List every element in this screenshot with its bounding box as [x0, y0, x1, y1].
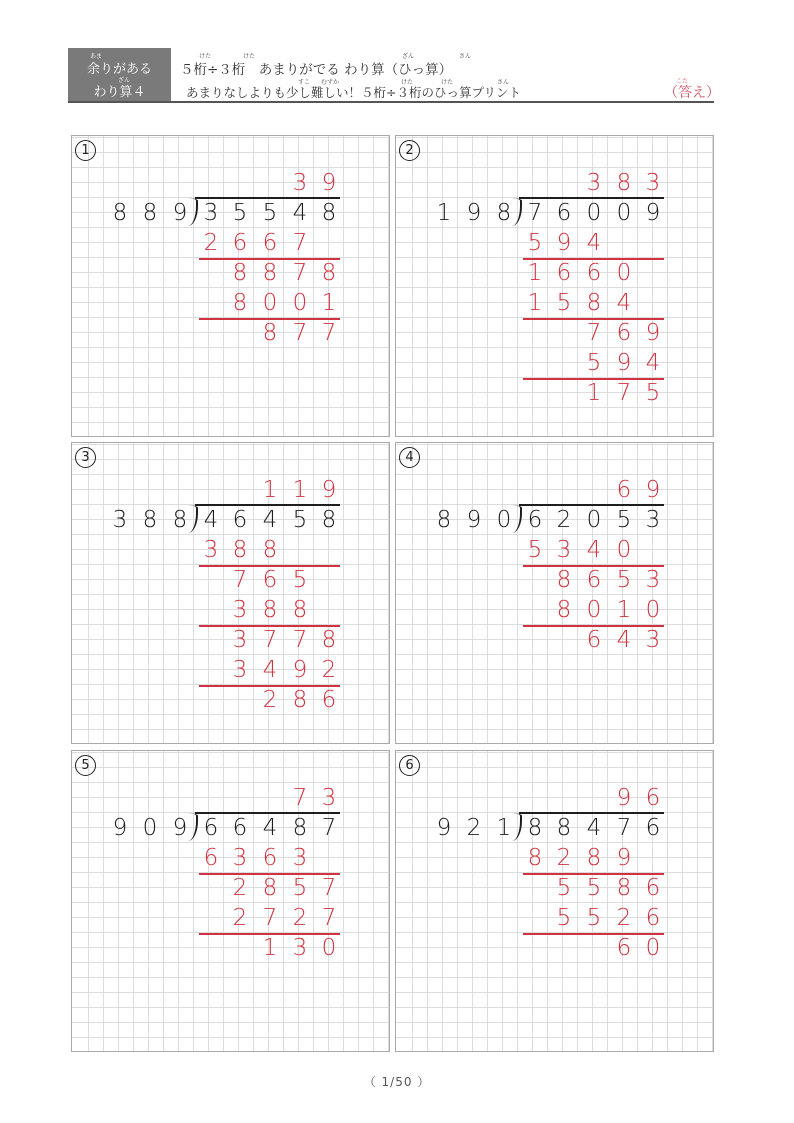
ruby-keta-3: けた	[401, 79, 414, 86]
step-3-digit: 7	[262, 905, 278, 931]
divisor-digit: 9	[466, 507, 482, 533]
ruby-zan-title: ざん	[402, 53, 415, 60]
step-1-digit: 4	[586, 537, 602, 563]
division-bracket	[512, 505, 522, 533]
dividend-digit: 5	[292, 507, 308, 533]
step-1-digit: 8	[586, 845, 602, 871]
step-1-digit: 3	[203, 537, 219, 563]
divisor-digit: 8	[142, 200, 158, 226]
dividend-digit: 2	[556, 507, 572, 533]
step-3-digit: 2	[616, 905, 632, 931]
dividend-digit: 3	[645, 507, 661, 533]
problem-number-icon: 5	[75, 755, 96, 776]
quotient-digit: 3	[645, 170, 661, 196]
problem-panel-5	[71, 750, 390, 1052]
step-4-digit: 6	[616, 320, 632, 346]
dividend-digit: 6	[203, 815, 219, 841]
dividend-digit: 6	[527, 507, 543, 533]
step-2-digit: 6	[645, 875, 661, 901]
step-3-digit: 1	[527, 290, 543, 316]
step-3-digit: 8	[292, 597, 308, 623]
ruby-san-sub: さん	[497, 79, 510, 86]
problem-panel-4	[395, 442, 714, 744]
step-6-digit: 5	[645, 380, 661, 406]
step-4-digit: 9	[645, 320, 661, 346]
step-5-digit: 5	[586, 350, 602, 376]
divisor-digit: 9	[112, 815, 128, 841]
divisor-digit: 9	[172, 815, 188, 841]
problem-panel-3	[71, 442, 390, 744]
quotient-digit: 6	[645, 785, 661, 811]
division-bracket	[512, 198, 522, 226]
ruby-ama: あま	[90, 53, 103, 60]
quotient-digit: 6	[616, 477, 632, 503]
division-bracket	[512, 813, 522, 841]
ruby-keta-4: けた	[441, 79, 454, 86]
dividend-digit: 8	[321, 507, 337, 533]
step-1-digit: 3	[232, 845, 248, 871]
dividend-digit: 7	[527, 200, 543, 226]
step-3-digit: 2	[232, 905, 248, 931]
step-4-digit: 6	[586, 627, 602, 653]
divisor-digit: 9	[172, 200, 188, 226]
step-4-digit: 7	[321, 320, 337, 346]
problem-number-icon: 4	[399, 447, 420, 468]
step-2-digit: 5	[616, 567, 632, 593]
step-3-digit: 8	[262, 597, 278, 623]
step-3-digit: 5	[556, 905, 572, 931]
step-2-digit: 7	[321, 875, 337, 901]
problem-panel-1	[71, 135, 390, 437]
step-2-digit: 8	[321, 260, 337, 286]
category-line2: わり算４	[93, 85, 146, 100]
step-6-digit: 1	[586, 380, 602, 406]
divisor-digit: 0	[496, 507, 512, 533]
step-1-digit: 9	[616, 845, 632, 871]
step-1-digit: 9	[556, 230, 572, 256]
divisor-digit: 9	[466, 200, 482, 226]
dividend-digit: 5	[616, 507, 632, 533]
step-5-digit: 9	[292, 657, 308, 683]
divisor-digit: 8	[142, 507, 158, 533]
step-4-digit: 8	[262, 320, 278, 346]
dividend-digit: 7	[321, 815, 337, 841]
step-3-digit: 0	[586, 597, 602, 623]
step-5-digit: 3	[232, 657, 248, 683]
divisor-digit: 8	[172, 507, 188, 533]
division-bracket	[188, 198, 198, 226]
step-1-digit: 6	[203, 845, 219, 871]
step-1-digit: 8	[527, 845, 543, 871]
step-4-digit: 3	[645, 627, 661, 653]
step-3-digit: 8	[556, 597, 572, 623]
step-4-digit: 1	[262, 935, 278, 961]
step-4-digit: 0	[321, 935, 337, 961]
step-4-digit: 4	[616, 627, 632, 653]
ruby-zan: ざん	[118, 77, 131, 84]
page-title: ５桁÷３桁 あまりがでる わり算（ひっ算）	[180, 62, 453, 78]
step-2-digit: 5	[292, 875, 308, 901]
step-4-digit: 7	[292, 320, 308, 346]
step-3-digit: 1	[616, 597, 632, 623]
step-2-digit: 2	[232, 875, 248, 901]
dividend-digit: 6	[556, 200, 572, 226]
step-1-digit: 6	[262, 230, 278, 256]
step-1-digit: 7	[292, 230, 308, 256]
step-2-digit: 8	[556, 567, 572, 593]
step-3-digit: 0	[262, 290, 278, 316]
step-2-digit: 1	[527, 260, 543, 286]
step-6-digit: 8	[292, 687, 308, 713]
quotient-digit: 9	[321, 477, 337, 503]
dividend-digit: 0	[616, 200, 632, 226]
divisor-digit: 0	[142, 815, 158, 841]
divisor-digit: 3	[112, 507, 128, 533]
problem-number-icon: 2	[399, 140, 420, 161]
step-2-digit: 5	[556, 875, 572, 901]
step-2-digit: 8	[262, 260, 278, 286]
page-indicator: （ 1/50 ）	[363, 1075, 431, 1089]
ruby-keta-1: けた	[199, 53, 212, 60]
step-2-digit: 7	[292, 260, 308, 286]
dividend-digit: 8	[527, 815, 543, 841]
ruby-san-title: さん	[459, 53, 472, 60]
step-1-digit: 6	[232, 230, 248, 256]
dividend-digit: 8	[321, 200, 337, 226]
step-1-digit: 4	[586, 230, 602, 256]
step-4-digit: 8	[321, 627, 337, 653]
step-2-digit: 8	[616, 875, 632, 901]
quotient-digit: 7	[292, 785, 308, 811]
step-3-digit: 2	[292, 905, 308, 931]
dividend-digit: 7	[616, 815, 632, 841]
dividend-digit: 4	[262, 815, 278, 841]
step-1-digit: 2	[203, 230, 219, 256]
step-6-digit: 6	[321, 687, 337, 713]
step-3-digit: 5	[586, 905, 602, 931]
step-1-digit: 5	[527, 230, 543, 256]
step-5-digit: 2	[321, 657, 337, 683]
ruby-sukoshi: すこ	[298, 79, 311, 86]
dividend-digit: 4	[586, 815, 602, 841]
dividend-digit: 0	[586, 200, 602, 226]
step-6-digit: 2	[262, 687, 278, 713]
quotient-digit: 1	[292, 477, 308, 503]
divisor-digit: 9	[436, 815, 452, 841]
page-subtitle: あまりなしよりも少し難しい！５桁÷３桁のひっ算プリント	[186, 85, 521, 100]
dividend-digit: 6	[232, 815, 248, 841]
step-2-digit: 6	[586, 567, 602, 593]
problem-number-icon: 1	[75, 140, 96, 161]
ruby-keta-2: けた	[243, 53, 256, 60]
dividend-digit: 4	[292, 200, 308, 226]
divisor-digit: 8	[436, 507, 452, 533]
quotient-digit: 8	[616, 170, 632, 196]
step-2-digit: 5	[586, 875, 602, 901]
step-1-digit: 8	[262, 537, 278, 563]
problem-number-icon: 3	[75, 447, 96, 468]
step-2-digit: 5	[292, 567, 308, 593]
step-4-digit: 6	[616, 935, 632, 961]
dividend-digit: 5	[262, 200, 278, 226]
step-4-digit: 7	[292, 627, 308, 653]
step-2-digit: 7	[232, 567, 248, 593]
step-3-digit: 7	[321, 905, 337, 931]
ruby-muzuka: むずか	[321, 79, 340, 86]
step-3-digit: 0	[292, 290, 308, 316]
header-rule	[68, 101, 714, 103]
step-3-digit: 8	[586, 290, 602, 316]
step-4-digit: 0	[645, 935, 661, 961]
step-2-digit: 6	[262, 567, 278, 593]
dividend-digit: 8	[292, 815, 308, 841]
division-bracket	[188, 505, 198, 533]
step-1-digit: 2	[556, 845, 572, 871]
step-2-digit: 0	[616, 260, 632, 286]
answer-label: （答え）	[664, 85, 720, 101]
step-3-digit: 0	[645, 597, 661, 623]
step-1-digit: 5	[527, 537, 543, 563]
dividend-digit: 5	[232, 200, 248, 226]
dividend-digit: 0	[586, 507, 602, 533]
step-1-digit: 0	[616, 537, 632, 563]
quotient-digit: 9	[321, 170, 337, 196]
problem-number-icon: 6	[399, 755, 420, 776]
dividend-digit: 4	[262, 507, 278, 533]
problem-panel-2	[395, 135, 714, 437]
step-3-digit: 4	[616, 290, 632, 316]
step-3-digit: 6	[645, 905, 661, 931]
dividend-digit: 4	[203, 507, 219, 533]
quotient-digit: 9	[616, 785, 632, 811]
dividend-digit: 8	[556, 815, 572, 841]
divisor-digit: 1	[436, 200, 452, 226]
step-2-digit: 6	[586, 260, 602, 286]
quotient-digit: 3	[292, 170, 308, 196]
category-line1: 余りがある	[86, 62, 152, 77]
division-bracket	[188, 813, 198, 841]
step-3-digit: 5	[556, 290, 572, 316]
step-4-digit: 7	[262, 627, 278, 653]
dividend-digit: 9	[645, 200, 661, 226]
step-3-digit: 8	[232, 290, 248, 316]
step-3-digit: 1	[321, 290, 337, 316]
category-box	[68, 48, 171, 101]
divisor-digit: 1	[496, 815, 512, 841]
quotient-digit: 3	[321, 785, 337, 811]
problem-panel-6	[395, 750, 714, 1052]
step-5-digit: 4	[262, 657, 278, 683]
divisor-digit: 8	[112, 200, 128, 226]
divisor-digit: 2	[466, 815, 482, 841]
dividend-digit: 3	[203, 200, 219, 226]
step-1-digit: 3	[556, 537, 572, 563]
step-6-digit: 7	[616, 380, 632, 406]
quotient-digit: 9	[645, 477, 661, 503]
step-1-digit: 8	[232, 537, 248, 563]
dividend-digit: 6	[232, 507, 248, 533]
step-2-digit: 3	[645, 567, 661, 593]
step-5-digit: 9	[616, 350, 632, 376]
step-3-digit: 3	[232, 597, 248, 623]
step-2-digit: 8	[262, 875, 278, 901]
step-1-digit: 6	[262, 845, 278, 871]
quotient-digit: 1	[262, 477, 278, 503]
step-4-digit: 7	[586, 320, 602, 346]
quotient-digit: 3	[586, 170, 602, 196]
step-4-digit: 3	[292, 935, 308, 961]
step-2-digit: 8	[232, 260, 248, 286]
step-2-digit: 6	[556, 260, 572, 286]
ruby-kota: こた	[676, 78, 689, 85]
step-4-digit: 3	[232, 627, 248, 653]
step-1-digit: 3	[292, 845, 308, 871]
dividend-digit: 6	[645, 815, 661, 841]
divisor-digit: 8	[496, 200, 512, 226]
step-5-digit: 4	[645, 350, 661, 376]
